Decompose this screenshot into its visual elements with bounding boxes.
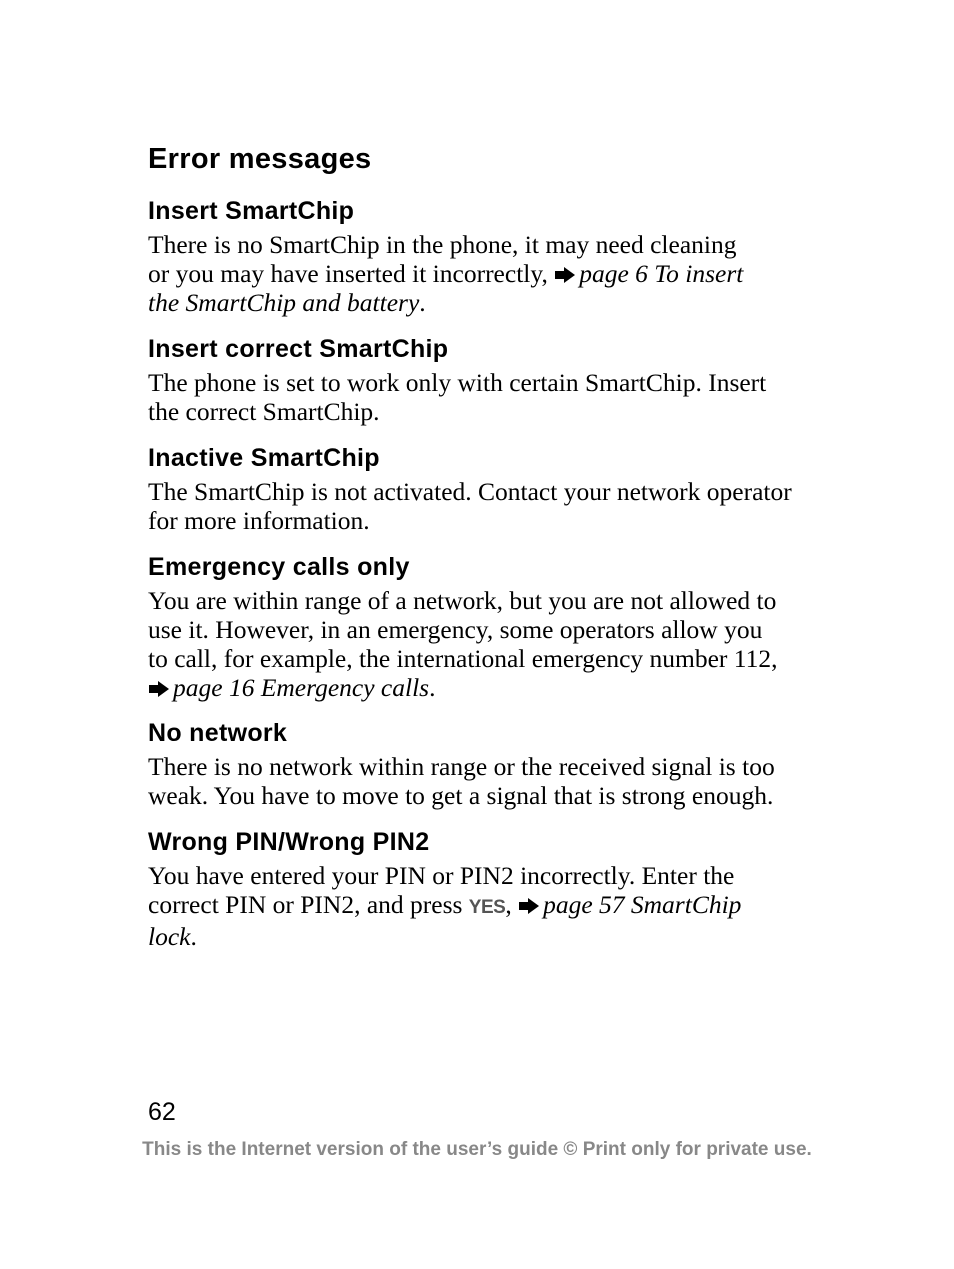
body-line: The phone is set to work only with certain SmartChip. Insert xyxy=(148,368,767,397)
section-body xyxy=(148,861,818,951)
body-line: You are within range of a network, but you are not allowed to xyxy=(148,586,777,615)
arrow-right-icon xyxy=(148,680,170,698)
arrow-right-icon xyxy=(518,897,540,915)
section-body xyxy=(148,586,818,702)
body-line xyxy=(148,890,818,922)
section-wrong-pin xyxy=(148,827,818,951)
page-number: 62 xyxy=(148,1098,176,1126)
section-heading: Insert correct SmartChip xyxy=(148,335,449,363)
section-heading: Inactive SmartChip xyxy=(148,444,380,472)
section-heading: Emergency calls only xyxy=(148,553,410,581)
page-title: Error messages xyxy=(148,143,372,175)
page-reference: the SmartChip and battery xyxy=(148,288,420,317)
yes-key-label: YES xyxy=(468,897,506,918)
body-line: for more information. xyxy=(148,506,370,535)
page-reference: page 16 Emergency calls xyxy=(173,673,430,702)
section-insert-smartchip xyxy=(148,196,818,317)
arrow-right-icon xyxy=(554,266,576,284)
section-heading: No network xyxy=(148,719,288,747)
body-line: the correct SmartChip. xyxy=(148,397,380,426)
body-line: weak. You have to move to get a signal that is strong enough. xyxy=(148,781,774,810)
section-heading: Insert SmartChip xyxy=(148,197,355,225)
section-body xyxy=(148,477,818,535)
section-insert-correct-smartchip xyxy=(148,334,818,426)
body-line xyxy=(148,259,818,288)
punctuation: . xyxy=(429,673,436,702)
section-body xyxy=(148,752,818,810)
section-no-network xyxy=(148,718,818,810)
body-line: to call, for example, the international emergency number 112, xyxy=(148,644,778,673)
body-text: correct PIN or PIN2, and press xyxy=(148,890,463,919)
body-line: There is no SmartChip in the phone, it may need cleaning xyxy=(148,230,737,259)
page-reference: lock xyxy=(148,922,191,951)
body-line xyxy=(148,922,818,951)
body-line xyxy=(148,673,818,702)
punctuation: . xyxy=(419,288,426,317)
section-emergency-calls-only xyxy=(148,552,818,702)
section-inactive-smartchip xyxy=(148,443,818,535)
punctuation: , xyxy=(505,890,512,919)
section-body xyxy=(148,230,818,317)
footer-note: This is the Internet version of the user’s guide © Print only for private use. xyxy=(142,1139,812,1160)
body-line: You have entered your PIN or PIN2 incorrectly. Enter the xyxy=(148,861,735,890)
page-reference: page 6 To insert xyxy=(579,259,744,288)
punctuation: . xyxy=(190,922,197,951)
section-heading: Wrong PIN/Wrong PIN2 xyxy=(148,828,430,856)
body-line: The SmartChip is not activated. Contact your network operator xyxy=(148,477,792,506)
section-body xyxy=(148,368,818,426)
body-line: There is no network within range or the received signal is too xyxy=(148,752,775,781)
body-line xyxy=(148,288,818,317)
body-text: or you may have inserted it incorrectly, xyxy=(148,259,548,288)
body-line: use it. However, in an emergency, some operators allow you xyxy=(148,615,763,644)
page-reference: page 57 SmartChip xyxy=(543,890,742,919)
